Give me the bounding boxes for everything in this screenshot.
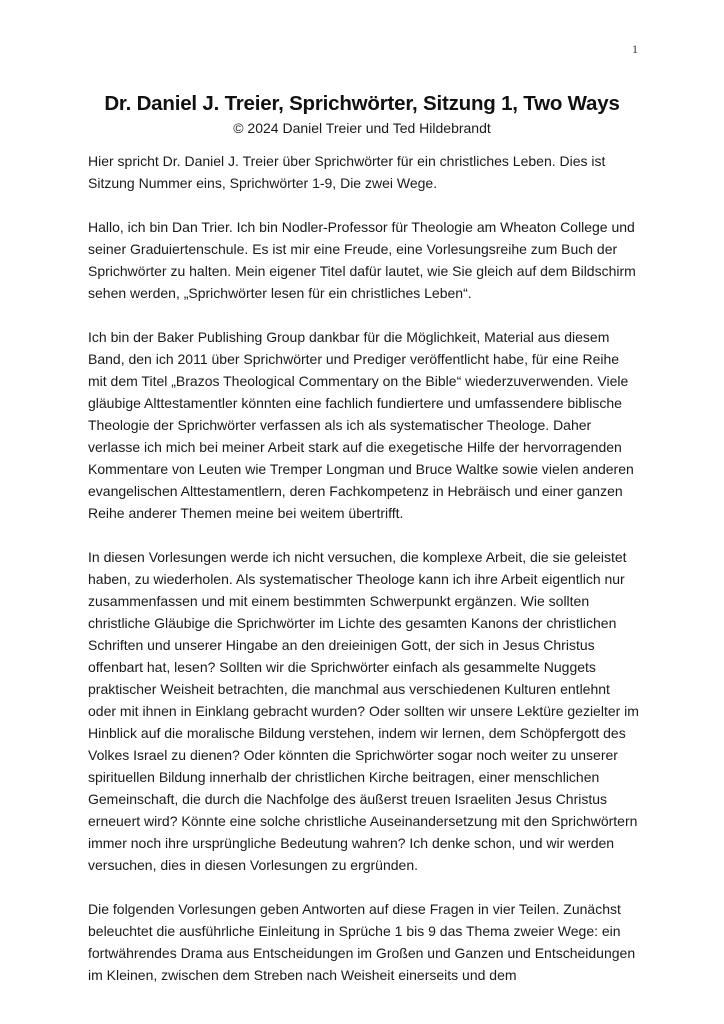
- paragraph: Ich bin der Baker Publishing Group dankbar für die Möglichkeit, Material aus diesem Band, den ich 2011 über Sprichwörter und Prediger veröffentlicht habe, für eine Reihe mit dem Titel „Brazos Theological Commentary on the Bible“ wiederzuverwenden. Viele gläubige Alttestamentler könnten eine fachlich fundiertere und umfassendere biblische Theologie der Sprichwörter verfassen als ich als systematischer Theologe. Daher verlasse ich mich bei meiner Arbeit stark auf die exegetische Hilfe der hervorragenden Kommentare von Leuten wie Tremper Longman und Bruce Waltke sowie vielen anderen evangelischen Alttestamentlern, deren Fachkompetenz in Hebräisch und einer ganzen Reihe anderer Themen meine bei weitem übertrifft.: [88, 329, 634, 521]
- document-title: Dr. Daniel J. Treier, Sprichwörter, Sitzung 1, Two Ways: [104, 92, 620, 115]
- paragraph: Die folgenden Vorlesungen geben Antworten auf diese Fragen in vier Teilen. Zunächst beleuchtet die ausführliche Einleitung in Sprüche 1 bis 9 das Thema zweier Wege: ein fortwährendes Drama aus Entscheidungen im Großen und Ganzen und Entscheidungen im Kleinen, zwischen dem Streben nach Weisheit einerseits und dem: [88, 901, 636, 983]
- paragraph: Hier spricht Dr. Daniel J. Treier über Sprichwörter für ein christliches Leben. Dies ist Sitzung Nummer eins, Sprichwörter 1-9, Die zwei Wege.: [88, 153, 606, 191]
- body-text: [88, 150, 640, 1008]
- page-number: 1: [632, 42, 638, 56]
- copyright-line: © 2024 Daniel Treier und Ted Hildebrandt: [233, 120, 491, 136]
- paragraph: Hallo, ich bin Dan Trier. Ich bin Nodler-Professor für Theologie am Wheaton College und seiner Graduiertenschule. Es ist mir eine Freude, eine Vorlesungsreihe zum Buch der Sprichwörter zu halten. Mein eigener Titel dafür lautet, wie Sie gleich auf dem Bildschirm sehen werden, „Sprichwörter lesen für ein christliches Leben“.: [88, 219, 636, 301]
- paragraph: In diesen Vorlesungen werde ich nicht versuchen, die komplexe Arbeit, die sie geleistet haben, zu wiederholen. Als systematischer Theologe kann ich ihre Arbeit eigentlich nur zusammenfassen und mit einem bestimmten Schwerpunkt ergänzen. Wie sollten christliche Gläubige die Sprichwörter im Lichte des gesamten Kanons der christlichen Schriften und unserer Hingabe an den dreieinigen Gott, der sich in Jesus Christus offenbart hat, lesen? Sollten wir die Sprichwörter einfach als gesammelte Nuggets praktischer Weisheit betrachten, die manchmal aus verschiedenen Kulturen entlehnt oder mit ihnen in Einklang gebracht wurden? Oder sollten wir unsere Lektüre gezielter im Hinblick auf die moralische Bildung verstehen, indem wir lernen, dem Schöpfergott des Volkes Israel zu dienen? Oder könnten die Sprichwörter sogar noch weiter zu unserer spirituellen Bildung innerhalb der christlichen Kirche beitragen, einer menschlichen Gemeinschaft, die durch die Nachfolge des äußerst treuen Israeliten Jesus Christus erneuert wird? Könnte eine solche christliche Auseinandersetzung mit den Sprichwörtern immer noch ihre ursprüngliche Bedeutung wahren? Ich denke schon, und wir werden versuchen, dies in diesen Vorlesungen zu ergründen.: [88, 549, 639, 873]
